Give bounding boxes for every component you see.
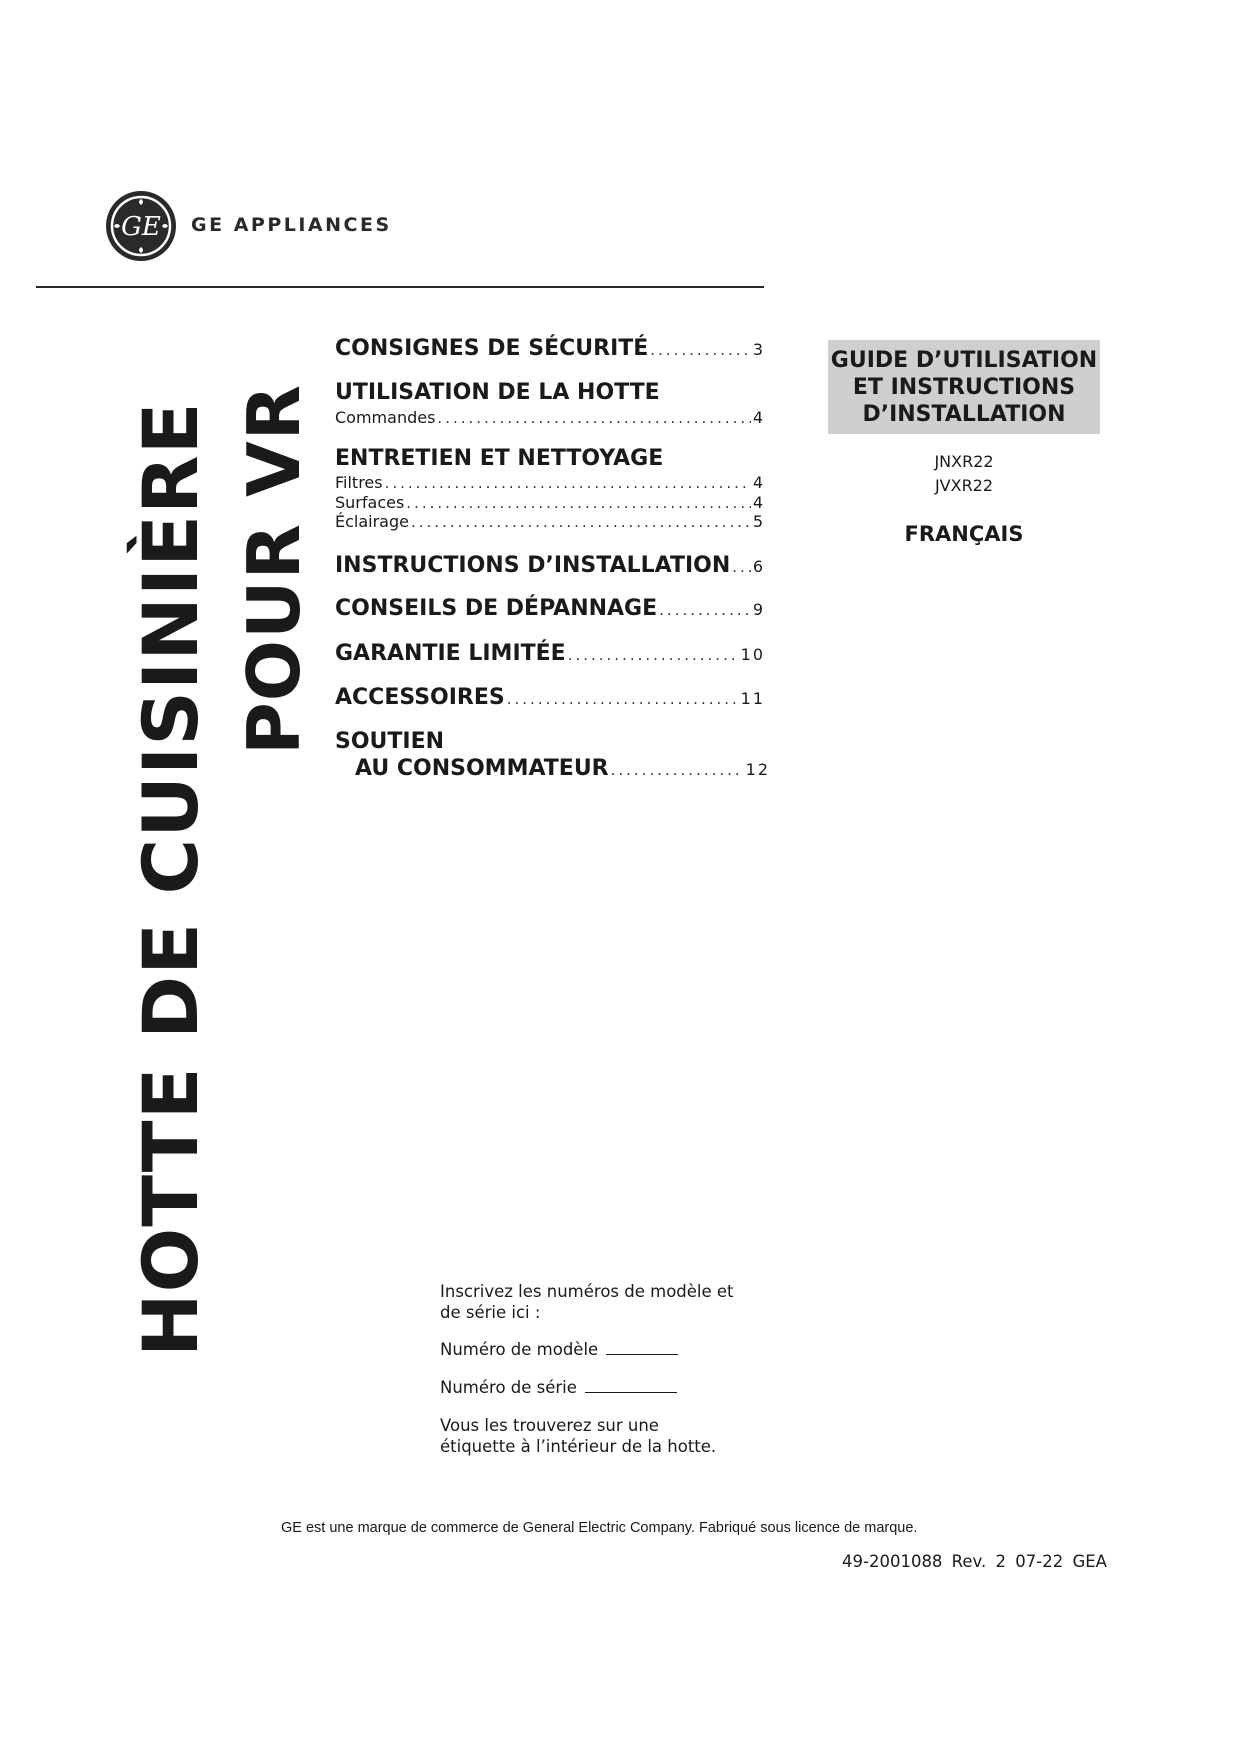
toc-leader (568, 646, 739, 664)
toc-page: 3 (752, 340, 765, 359)
toc-label: Surfaces (335, 493, 405, 512)
toc-item-surfaces[interactable] (335, 493, 765, 512)
toc-heading-soutien: SOUTIEN (335, 729, 445, 754)
brand-name: GE APPLIANCES (191, 214, 392, 236)
toc-item-consignes[interactable] (335, 336, 765, 361)
toc-item-accessoires[interactable] (335, 685, 765, 710)
toc-page: 5 (752, 512, 765, 531)
toc-item-eclairage[interactable] (335, 512, 765, 531)
toc-leader (611, 761, 744, 779)
toc-label: CONSIGNES DE SÉCURITÉ (335, 336, 649, 361)
toc-leader (437, 409, 750, 427)
toc-page: 10 (740, 645, 765, 664)
title-line2: POUR VR (232, 383, 316, 755)
serial-number-blank[interactable] (585, 1391, 677, 1393)
toc-item-commandes[interactable] (335, 408, 765, 427)
toc-page: 6 (752, 557, 765, 576)
toc-label: Filtres (335, 473, 383, 492)
toc-leader (406, 494, 751, 512)
header-divider (36, 286, 764, 288)
toc-item-garantie[interactable] (335, 641, 765, 666)
toc-page: 11 (740, 689, 765, 708)
model-number-field[interactable] (440, 1339, 678, 1360)
toc-label: Commandes (335, 408, 436, 427)
record-note-line1: Vous les trouverez sur une (440, 1416, 659, 1435)
serial-number-label: Numéro de série (440, 1378, 577, 1397)
guide-title-box (828, 340, 1100, 434)
toc-leader (507, 690, 739, 708)
toc-label: AU CONSOMMATEUR (355, 756, 609, 781)
guide-title-line2: ET INSTRUCTIONS (852, 374, 1076, 400)
model-number-label: Numéro de modèle (440, 1340, 599, 1359)
toc-page: 9 (752, 600, 765, 619)
toc-item-filtres[interactable] (335, 473, 765, 492)
guide-title-line3: D’INSTALLATION (862, 401, 1066, 427)
toc-item-depannage[interactable] (335, 596, 765, 621)
model-number-blank[interactable] (606, 1353, 678, 1355)
toc-leader (650, 341, 751, 359)
toc-label: GARANTIE LIMITÉE (335, 641, 566, 666)
toc-item-consommateur[interactable] (355, 756, 770, 781)
toc-label: ACCESSOIRES (335, 685, 505, 710)
model-number: JVXR22 (934, 476, 994, 495)
document-number: 49-2001088 Rev. 2 07-22 GEA (842, 1552, 1107, 1571)
toc-page: 4 (752, 473, 765, 492)
toc-leader (385, 474, 751, 492)
record-intro-line2: de série ici : (440, 1303, 541, 1322)
toc-leader (411, 513, 751, 531)
title-line1: HOTTE DE CUISINIÈRE (126, 401, 215, 1357)
toc-leader (732, 558, 751, 576)
logo-text: GE (121, 212, 161, 242)
toc-item-installation[interactable] (335, 553, 765, 578)
record-note-line2: étiquette à l’intérieur de la hotte. (440, 1437, 717, 1456)
serial-number-field[interactable] (440, 1377, 677, 1398)
toc-page: 12 (745, 760, 770, 779)
toc-label: CONSEILS DE DÉPANNAGE (335, 596, 658, 621)
toc-heading-entretien: ENTRETIEN ET NETTOYAGE (335, 446, 664, 471)
trademark-notice: GE est une marque de commerce de General Electric Company. Fabriqué sous licence de marque. (281, 1520, 918, 1536)
toc-leader (659, 601, 751, 619)
guide-title-line1: GUIDE D’UTILISATION (830, 347, 1098, 373)
toc-heading-utilisation: UTILISATION DE LA HOTTE (335, 380, 660, 405)
model-number: JNXR22 (934, 452, 994, 471)
toc-label: Éclairage (335, 512, 409, 531)
language-label: FRANÇAIS (904, 522, 1024, 546)
ge-monogram-logo-icon (105, 190, 177, 262)
toc-page: 4 (752, 493, 765, 512)
toc-page: 4 (752, 408, 765, 427)
toc-label: INSTRUCTIONS D’INSTALLATION (335, 553, 731, 578)
record-intro-line1: Inscrivez les numéros de modèle et (440, 1282, 734, 1301)
